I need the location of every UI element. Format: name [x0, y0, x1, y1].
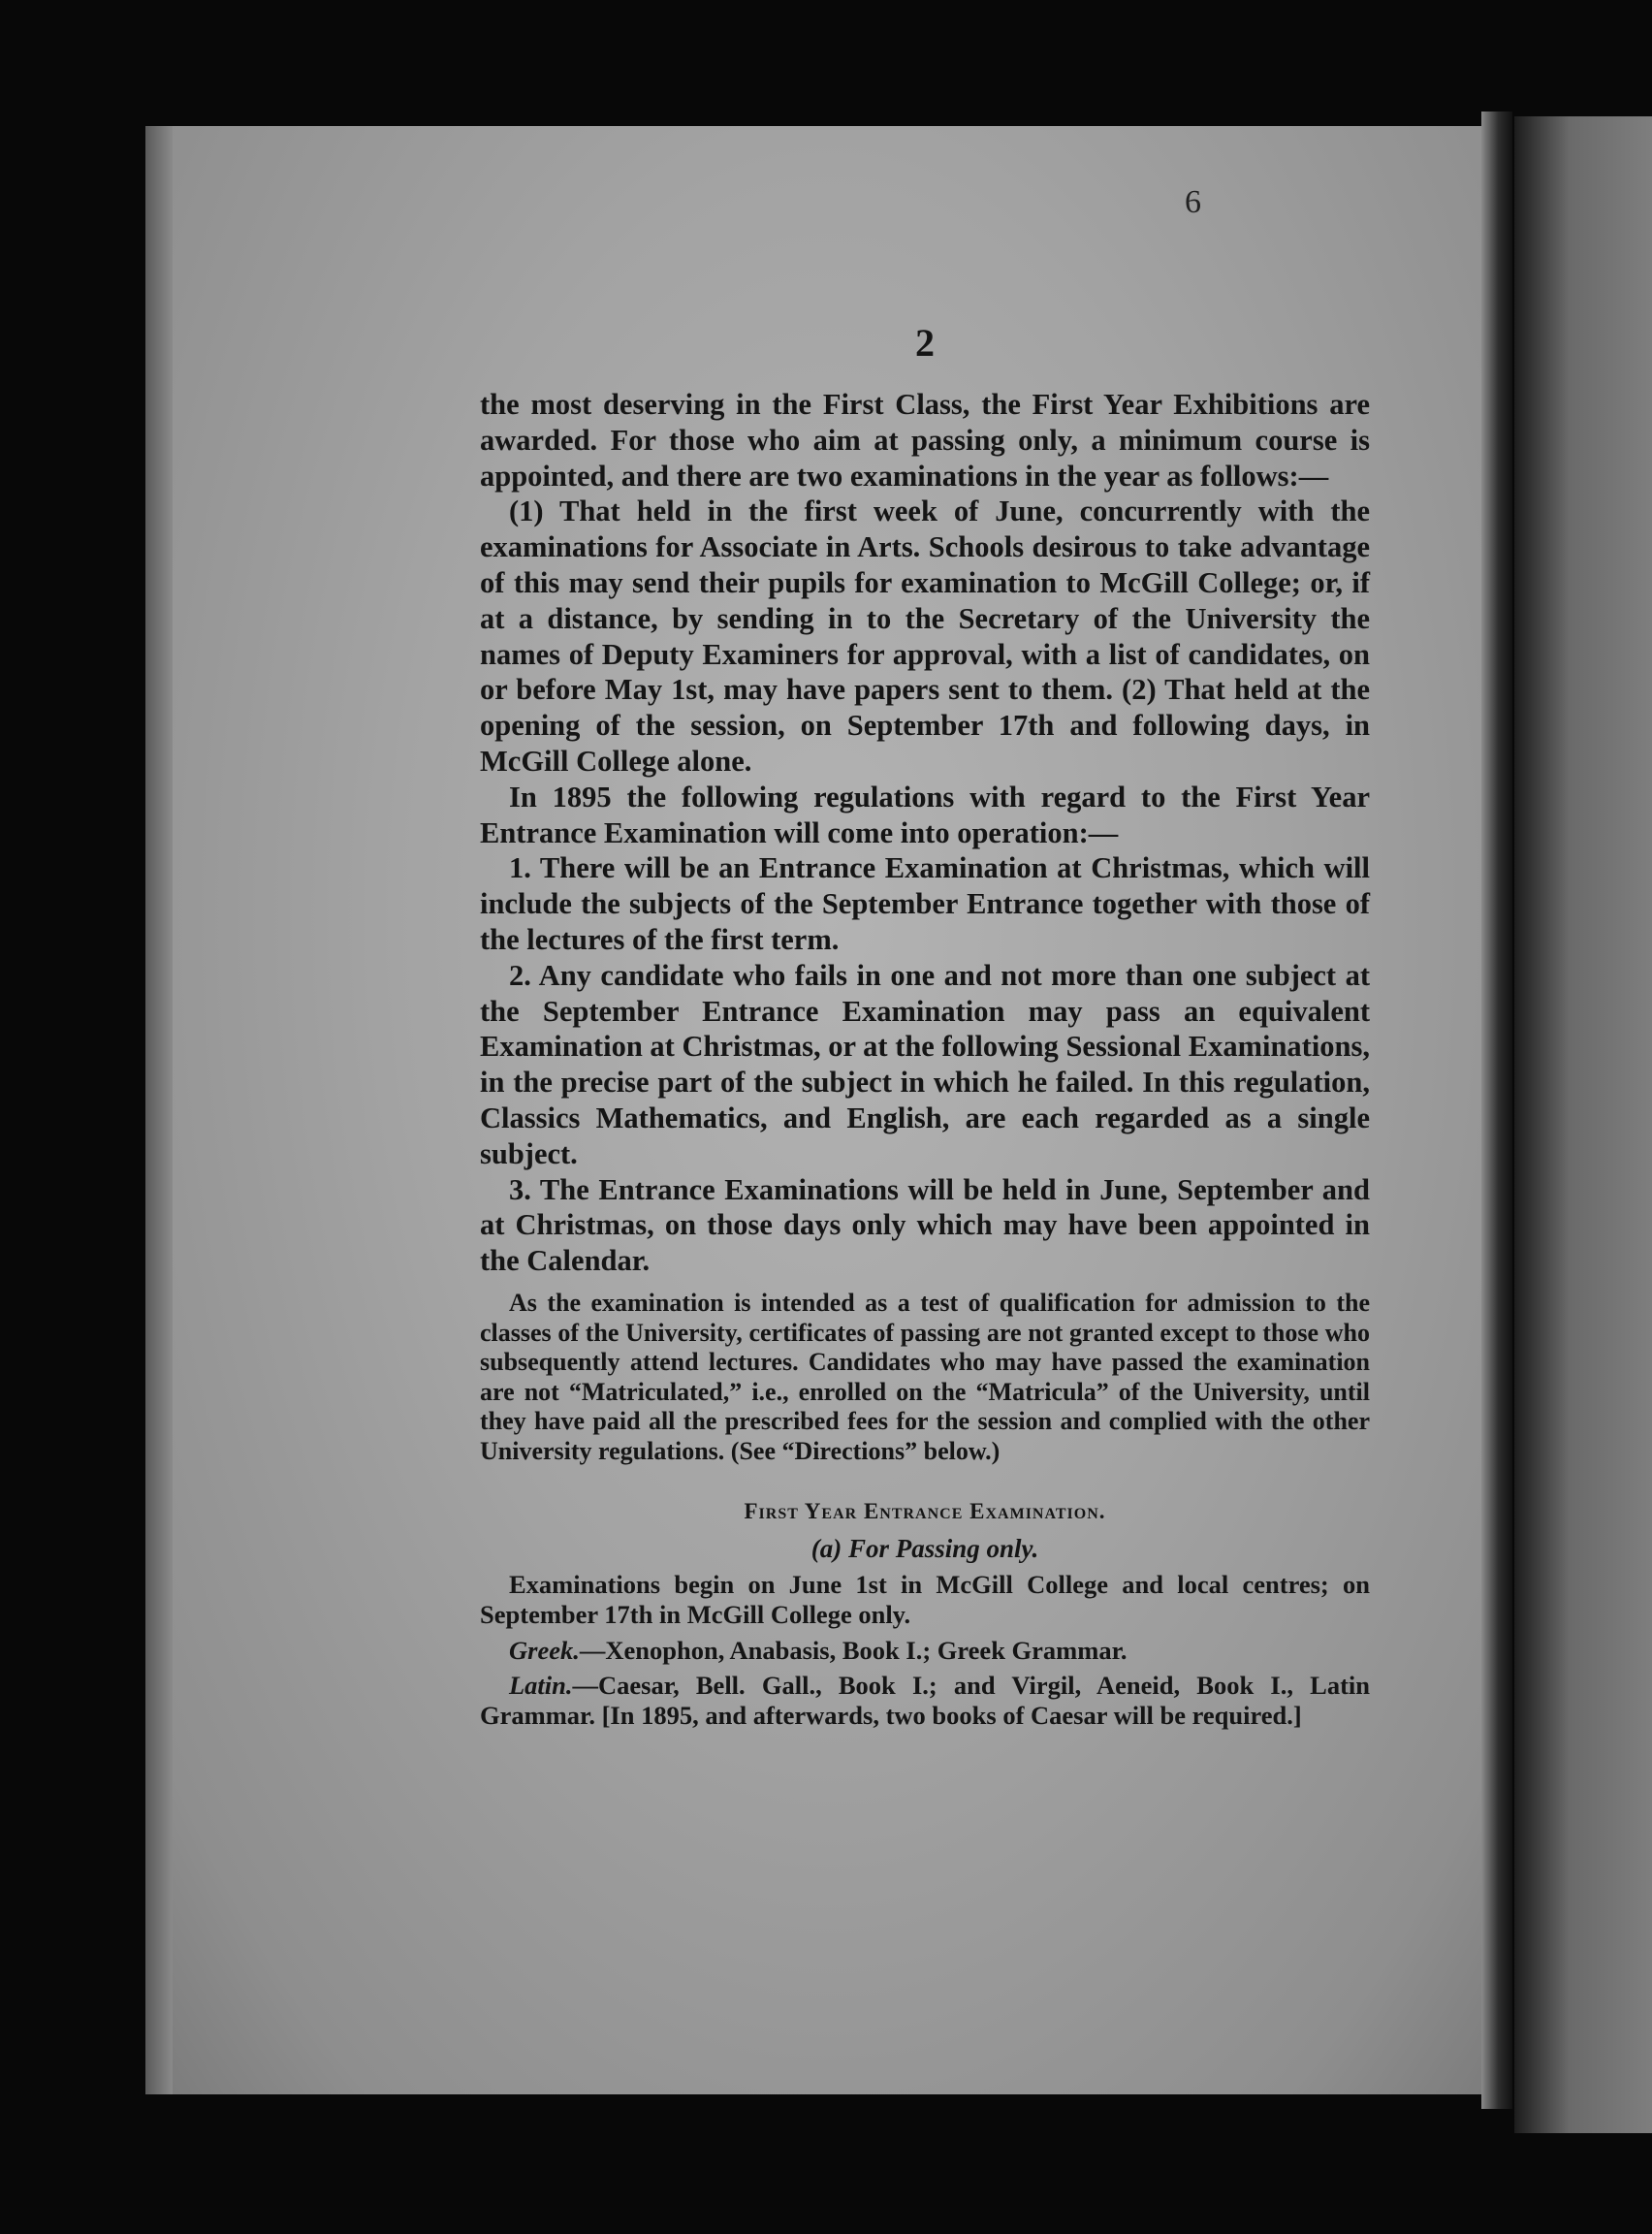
paragraph-continuation: the most deserving in the First Class, the First Year Exhibitions are awarded. For those who aim at passing only, a minimum course is appointed, and there are two examinations in the year as follows:—	[480, 388, 1370, 493]
corner-mark: 6	[1185, 184, 1201, 220]
latin-label: Latin.	[509, 1671, 573, 1701]
section-title: First Year Entrance Examination.	[744, 1499, 1106, 1524]
exam-latin	[480, 1671, 1370, 1730]
exam-intro: Examinations begin on June 1st in McGill College and local centres; on September 17th in McGill College only.	[480, 1570, 1370, 1630]
page-left-edge	[145, 126, 173, 2094]
qualification-note: As the examination is intended as a test of qualification for admission to the classes of the University, certificates of passing are not granted except to those who subsequently attend lectures. Candidates who may have passed the examination are not “Matriculated,” i.e., enrolled on the “Matricula” of the University, until they have paid all the prescribed fees for the session and complied with the other University regulations. (See “Directions” below.)	[480, 1288, 1370, 1465]
book-gutter	[1481, 112, 1512, 2109]
adjacent-page-edge	[1514, 116, 1652, 2133]
exam-greek	[480, 1636, 1370, 1666]
page-text	[480, 320, 1370, 1730]
paragraph-regulations-intro: In 1895 the following regulations with regard to the First Year Entrance Examination will come into operation:—	[480, 780, 1370, 849]
latin-text: —Caesar, Bell. Gall., Book I.; and Virgil, Aeneid, Book I., Latin Grammar. [In 1895, and afterwards, two books of Caesar will be required.]	[480, 1671, 1370, 1730]
regulation-3: 3. The Entrance Examinations will be held in June, September and at Christmas, on those days only which may have been appointed in the Calendar.	[480, 1172, 1370, 1278]
greek-text: —Xenophon, Anabasis, Book I.; Greek Grammar.	[579, 1635, 1128, 1665]
regulation-2: 2. Any candidate who fails in one and not more than one subject at the September Entrance Examination may pass an equivalent Examination at Christmas, or at the following Sessional Examinations, in the precise part of the subject in which he failed. In this regulation, Classics Mathematics, and English, are each regarded as a single subject.	[480, 958, 1370, 1170]
section-subtitle: (a) For Passing only.	[810, 1534, 1039, 1564]
paragraph-examination-dates: (1) That held in the first week of June, concurrently with the examinations for Associate in Arts. Schools desirous to take advantage of this may send their pupils for examination to McGill College; or, if at a distance, by sending in to the Secretary of the University the names of Deputy Examiners for approval, with a list of candidates, on or before May 1st, may have papers sent to them. (2) That held at the opening of the session, on September 17th and following days, in McGill College alone.	[480, 495, 1370, 778]
regulation-1: 1. There will be an Entrance Examination at Christmas, which will include the subjects of the September Entrance together with those of the lectures of the first term.	[480, 851, 1370, 956]
greek-label: Greek.	[509, 1635, 580, 1665]
page-number: 2	[915, 321, 935, 365]
